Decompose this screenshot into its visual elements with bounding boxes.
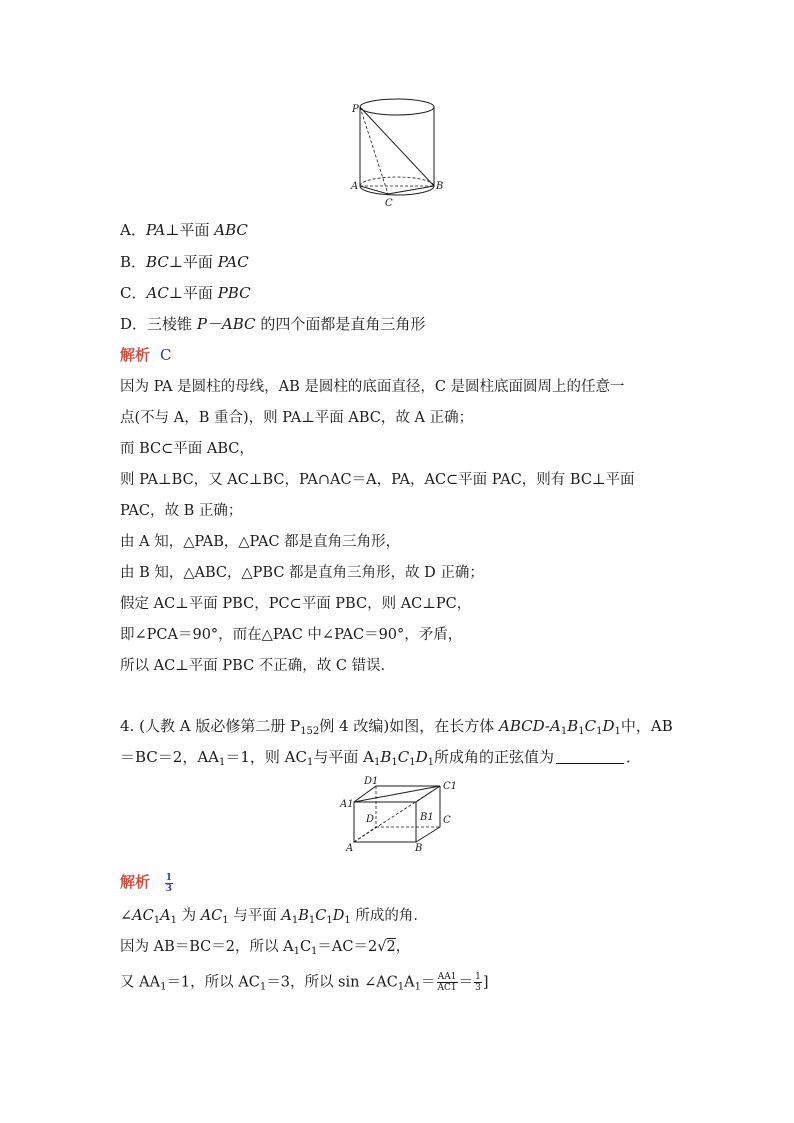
- option-c: C．AC⊥平面 PBC: [120, 284, 251, 302]
- label-p: P: [352, 104, 359, 115]
- solution-1-line: 则 PA⊥BC，又 AC⊥BC，PA∩AC＝A，PA，AC⊂平面 PAC，则有 BC⊥平面: [120, 472, 635, 488]
- option-a: A．PA⊥平面 ABC: [120, 221, 248, 239]
- label-b1: B1: [420, 812, 434, 823]
- solution-1-line: PAC，故 B 正确；: [120, 503, 243, 519]
- solution-2-line-2: 因为 AB＝BC＝2，所以 $A_1C_1=AC=2√2$，: [120, 939, 411, 957]
- answer-blank: [556, 749, 624, 764]
- label-c: C: [443, 815, 451, 826]
- fraction-aa1-ac1: $\frac{AA1}{AC1}$: [437, 972, 457, 993]
- solution-1-line: 点(不与 A，B 重合)，则 PA⊥平面 ABC，故 A 正确；: [120, 410, 474, 426]
- option-d: D．三棱锥 P－ABC 的四个面都是直角三角形: [120, 315, 426, 333]
- solution-1-line: 因为 PA 是圆柱的母线，AB 是圆柱的底面直径，C 是圆柱底面圆周上的任意一: [120, 379, 625, 395]
- solution-label: 解析: [120, 873, 151, 891]
- question-4-line-2: ＝BC＝2，$AA_1=1$，则 $AC_1$与平面 $A_1B_1C_1D_1$所成角的正弦值为 ．: [120, 748, 642, 768]
- label-a: A: [346, 843, 354, 854]
- label-a: A: [351, 181, 359, 192]
- solution-1-line: 由 B 知，△ABC，△PBC 都是直角三角形，故 D 正确；: [120, 565, 484, 581]
- solution-1-line: 假定 AC⊥平面 PBC，PC⊂平面 PBC，则 AC⊥PC，: [120, 596, 472, 612]
- label-b: B: [436, 181, 444, 192]
- solution-2-line-3: 又 $AA_1=1$，所以 $AC_1=3$，所以 $\sin \angle AC_1A_1=$ $\frac{AA1}{AC1}$ ＝ $\frac{1}{3}$ ]: [120, 972, 489, 993]
- label-d: D: [366, 814, 375, 825]
- solution-answer: C: [160, 346, 172, 364]
- solution-1-line: 所以 AC⊥平面 PBC 不正确，故 C 错误．: [120, 658, 396, 674]
- option-b: B．BC⊥平面 PAC: [120, 253, 249, 271]
- solution-1-line: 即∠PCA＝90°，而在△PAC 中∠PAC＝90°，矛盾，: [120, 627, 463, 643]
- label-b: B: [415, 843, 423, 854]
- question-4-line-1: 4. (人教 A 版必修第二册 $P_{152}$例 4 改编)如图，在长方体 ABCD-$A_1B_1C_1D_1$中，AB: [120, 717, 673, 737]
- label-a1: A1: [340, 799, 354, 810]
- label-c1: C1: [443, 781, 458, 792]
- solution-2-answer: $\frac{1}{3}$: [165, 872, 173, 894]
- solution-label: 解析: [120, 346, 151, 364]
- label-d1: D1: [364, 776, 379, 787]
- solution-2-header: [120, 872, 174, 894]
- cylinder-figure: [340, 92, 460, 212]
- solution-1-line: 而 BC⊂平面 ABC，: [120, 441, 254, 457]
- label-c: C: [385, 198, 393, 209]
- cuboid-figure: [336, 772, 466, 856]
- solution-1-line: 由 A 知，△PAB，△PAC 都是直角三角形，: [120, 534, 401, 550]
- solution-1-header: [120, 345, 172, 365]
- solution-2-line-1: $\angle AC_1A_1$ 为 $AC_1$ 与平面 $A_1B_1C_1D_1$ 所成的角．: [120, 908, 428, 926]
- fraction-one-third: $\frac{1}{3}$: [475, 972, 481, 993]
